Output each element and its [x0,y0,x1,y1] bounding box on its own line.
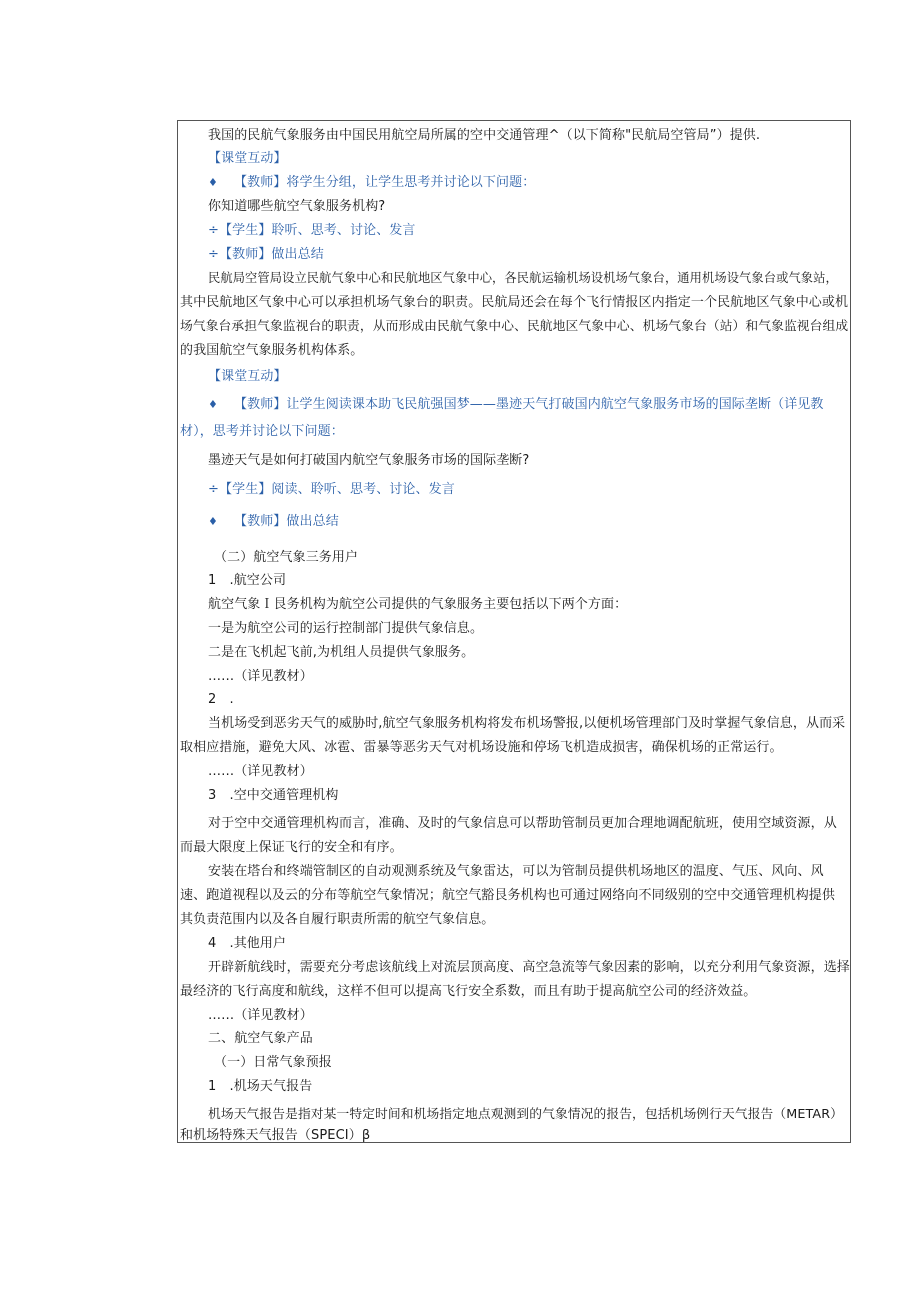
intro-text: 我国的民航气象服务由中国民用航空局所属的空中交通管理^（以下简称"民航局空管局”）提供. [208,128,761,143]
item-title: 2 . [208,692,234,707]
bullet-diamond-icon: ♦ [208,176,218,189]
teacher-summary: 【教师】做出总结 [234,514,339,529]
answer-line: 其中民航地区气象中心可以承担机场气象台的职责。民航局还会在每个飞行情报区内指定一个民航地区气象中心或机 [180,295,849,310]
teacher-summary: ÷【教师】做出总结 [208,247,324,262]
item-title: 1 .航空公司 [208,573,287,588]
discussion-question: 墨迹天气是如何打破国内航空气象服务市场的国际垄断? [208,453,530,468]
body-line: 一是为航空公司的运行控制部门提供气象信息。 [208,621,484,636]
answer-line: 民航局空管局设立民航气象中心和民航地区气象中心，各民航运输机场设机场气象台，通用机场设气象台或气象站， [208,271,838,285]
answer-line: 的我国航空气象服务机构体系。 [180,343,364,358]
bullet-diamond-icon: ♦ [208,398,218,411]
body-line: 速、跑道视程以及云的分布等航空气象情况；航空气豁艮务机构也可通过网络向不同级别的空中交通管理机构提供 [180,888,836,903]
bullet-diamond-icon: ♦ [208,515,218,528]
body-line: 对于空中交通管理机构而言，准确、及时的气象信息可以帮助管制员更加合理地调配航班，使用空域资源，从 [208,816,837,831]
part-heading: 二、航空气象产品 [208,1031,313,1046]
see-textbook-note: ……（详见教材） [208,1008,313,1023]
teacher-task: 【教师】让学生阅读课本助飞民航强国梦——墨迹天气打破国内航空气象服务市场的国际垄断（详见教 [234,397,824,412]
student-activity: ÷【学生】聆听、思考、讨论、发言 [208,223,416,238]
item-title: 4 .其他用户 [208,936,287,951]
body-line: 二是在飞机起飞前,为机组人员提供气象服务。 [208,645,475,660]
body-line: 安装在塔台和终端管制区的自动观测系统及气象雷达，可以为管制员提供机场地区的温度、气压、风向、风 [208,864,824,879]
see-textbook-note: ……（详见教材） [208,764,313,779]
body-line: 和机场特殊天气报告（SPECI）β [180,1128,371,1143]
discussion-question: 你知道哪些航空气象服务机构? [208,199,386,214]
see-textbook-note: ……（详见教材） [208,669,313,684]
body-line: 取相应措施，避免大风、冰雹、雷暴等恶劣天气对机场设施和停场飞机造成损害，确保机场的正常运行。 [180,740,783,755]
answer-line: 场气象台承担气象监视台的职责，从而形成由民航气象中心、民航地区气象中心、机场气象台（站）和气象监视台组成 [180,319,849,334]
body-line: 最经济的飞行高度和航线，这样不但可以提高飞行安全系数，而且有助于提高航空公司的经济效益。 [180,984,757,999]
body-line: 机场天气报告是指对某一特定时间和机场指定地点观测到的气象情况的报告，包括机场例行天气报告（METAR） [208,1107,844,1122]
body-line: 开辟新航线时，需要充分考虑该航线上对流层顶高度、高空急流等气象因素的影响，以充分利用气象资源，选择 [208,960,850,975]
section-heading: （二）航空气象三务用户 [214,550,359,565]
item-title: 3 .空中交通管理机构 [208,788,339,803]
item-title: 1 .机场天气报告 [208,1079,313,1094]
section-heading: （一）日常气象预报 [214,1055,332,1070]
classroom-interaction-heading: 【课堂互动】 [208,369,287,384]
teacher-task: 【教师】将学生分组，让学生思考并讨论以下问题： [234,175,536,190]
teacher-task: 材），思考并讨论以下问题： [180,424,344,439]
classroom-interaction-heading: 【课堂互动】 [208,151,287,166]
body-line: 航空气象Ｉ艮务机构为航空公司提供的气象服务主要包括以下两个方面： [208,597,628,612]
body-line: 其负责范围内以及各自履行职责所需的航空气象信息。 [180,912,495,927]
body-line: 而最大限度上保证飞行的安全和有序。 [180,840,403,855]
student-activity: ÷【学生】阅读、聆听、思考、讨论、发言 [208,482,455,497]
body-line: 当机场受到恶劣天气的威胁时,航空气象服务机构将发布机场警报,以便机场管理部门及时掌握气象信息，从而采 [208,716,846,731]
